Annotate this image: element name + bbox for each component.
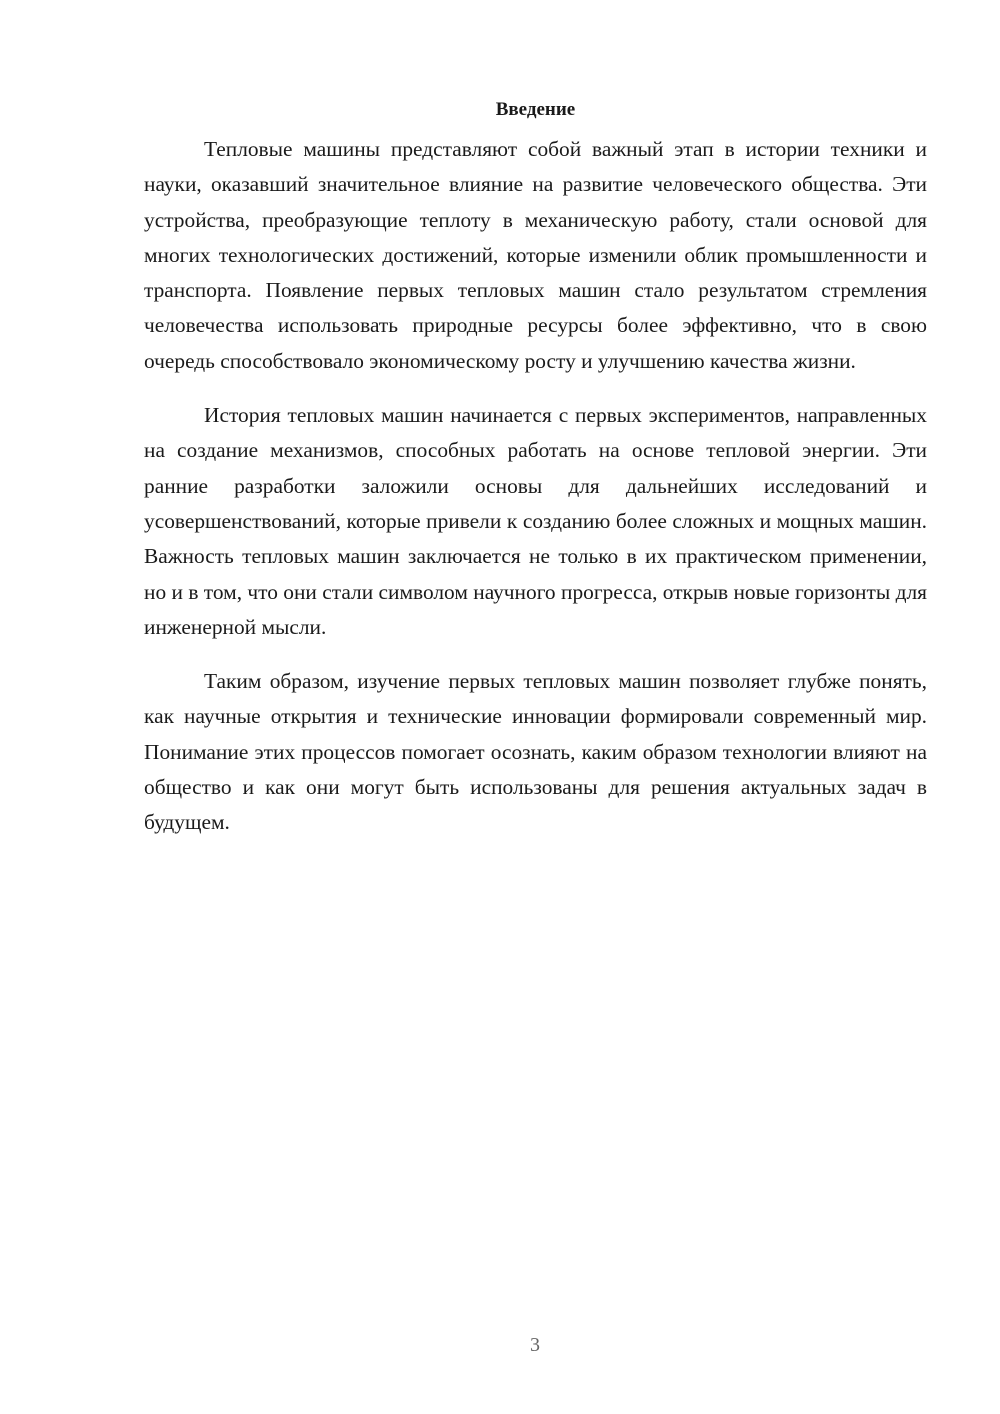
section-title: Введение	[495, 99, 576, 120]
page-number: 3	[530, 1334, 540, 1356]
page-body	[144, 92, 927, 860]
paragraph-2: История тепловых машин начинается с первых экспериментов, направленных на создание механизмов, способных работать на основе тепловой энергии. Эти ранние разработки заложили основы для дальнейших исследований и усовершенствований, которые привели к созданию более сложных и мощных машин. Важность тепловых машин заключается не только в их практическом применении, но и в том, что они стали символом научного прогресса, открыв новые горизонты для инженерной мысли.	[144, 403, 927, 639]
paragraph-1: Тепловые машины представляют собой важный этап в истории техники и науки, оказавший значительное влияние на развитие человеческого общества. Эти устройства, преобразующие теплоту в механическую работу, стали основой для многих технологических достижений, которые изменили облик промышленности и транспорта. Появление первых тепловых машин стало результатом стремления человечества использовать природные ресурсы более эффективно, что в свою очередь способствовало экономическому росту и улучшению качества жизни.	[144, 137, 927, 373]
paragraph-3: Таким образом, изучение первых тепловых машин позволяет глубже понять, как научные открытия и технические инновации формировали современный мир. Понимание этих процессов помогает осознать, каким образом технологии влияют на общество и как они могут быть использованы для решения актуальных задач в будущем.	[144, 669, 927, 835]
